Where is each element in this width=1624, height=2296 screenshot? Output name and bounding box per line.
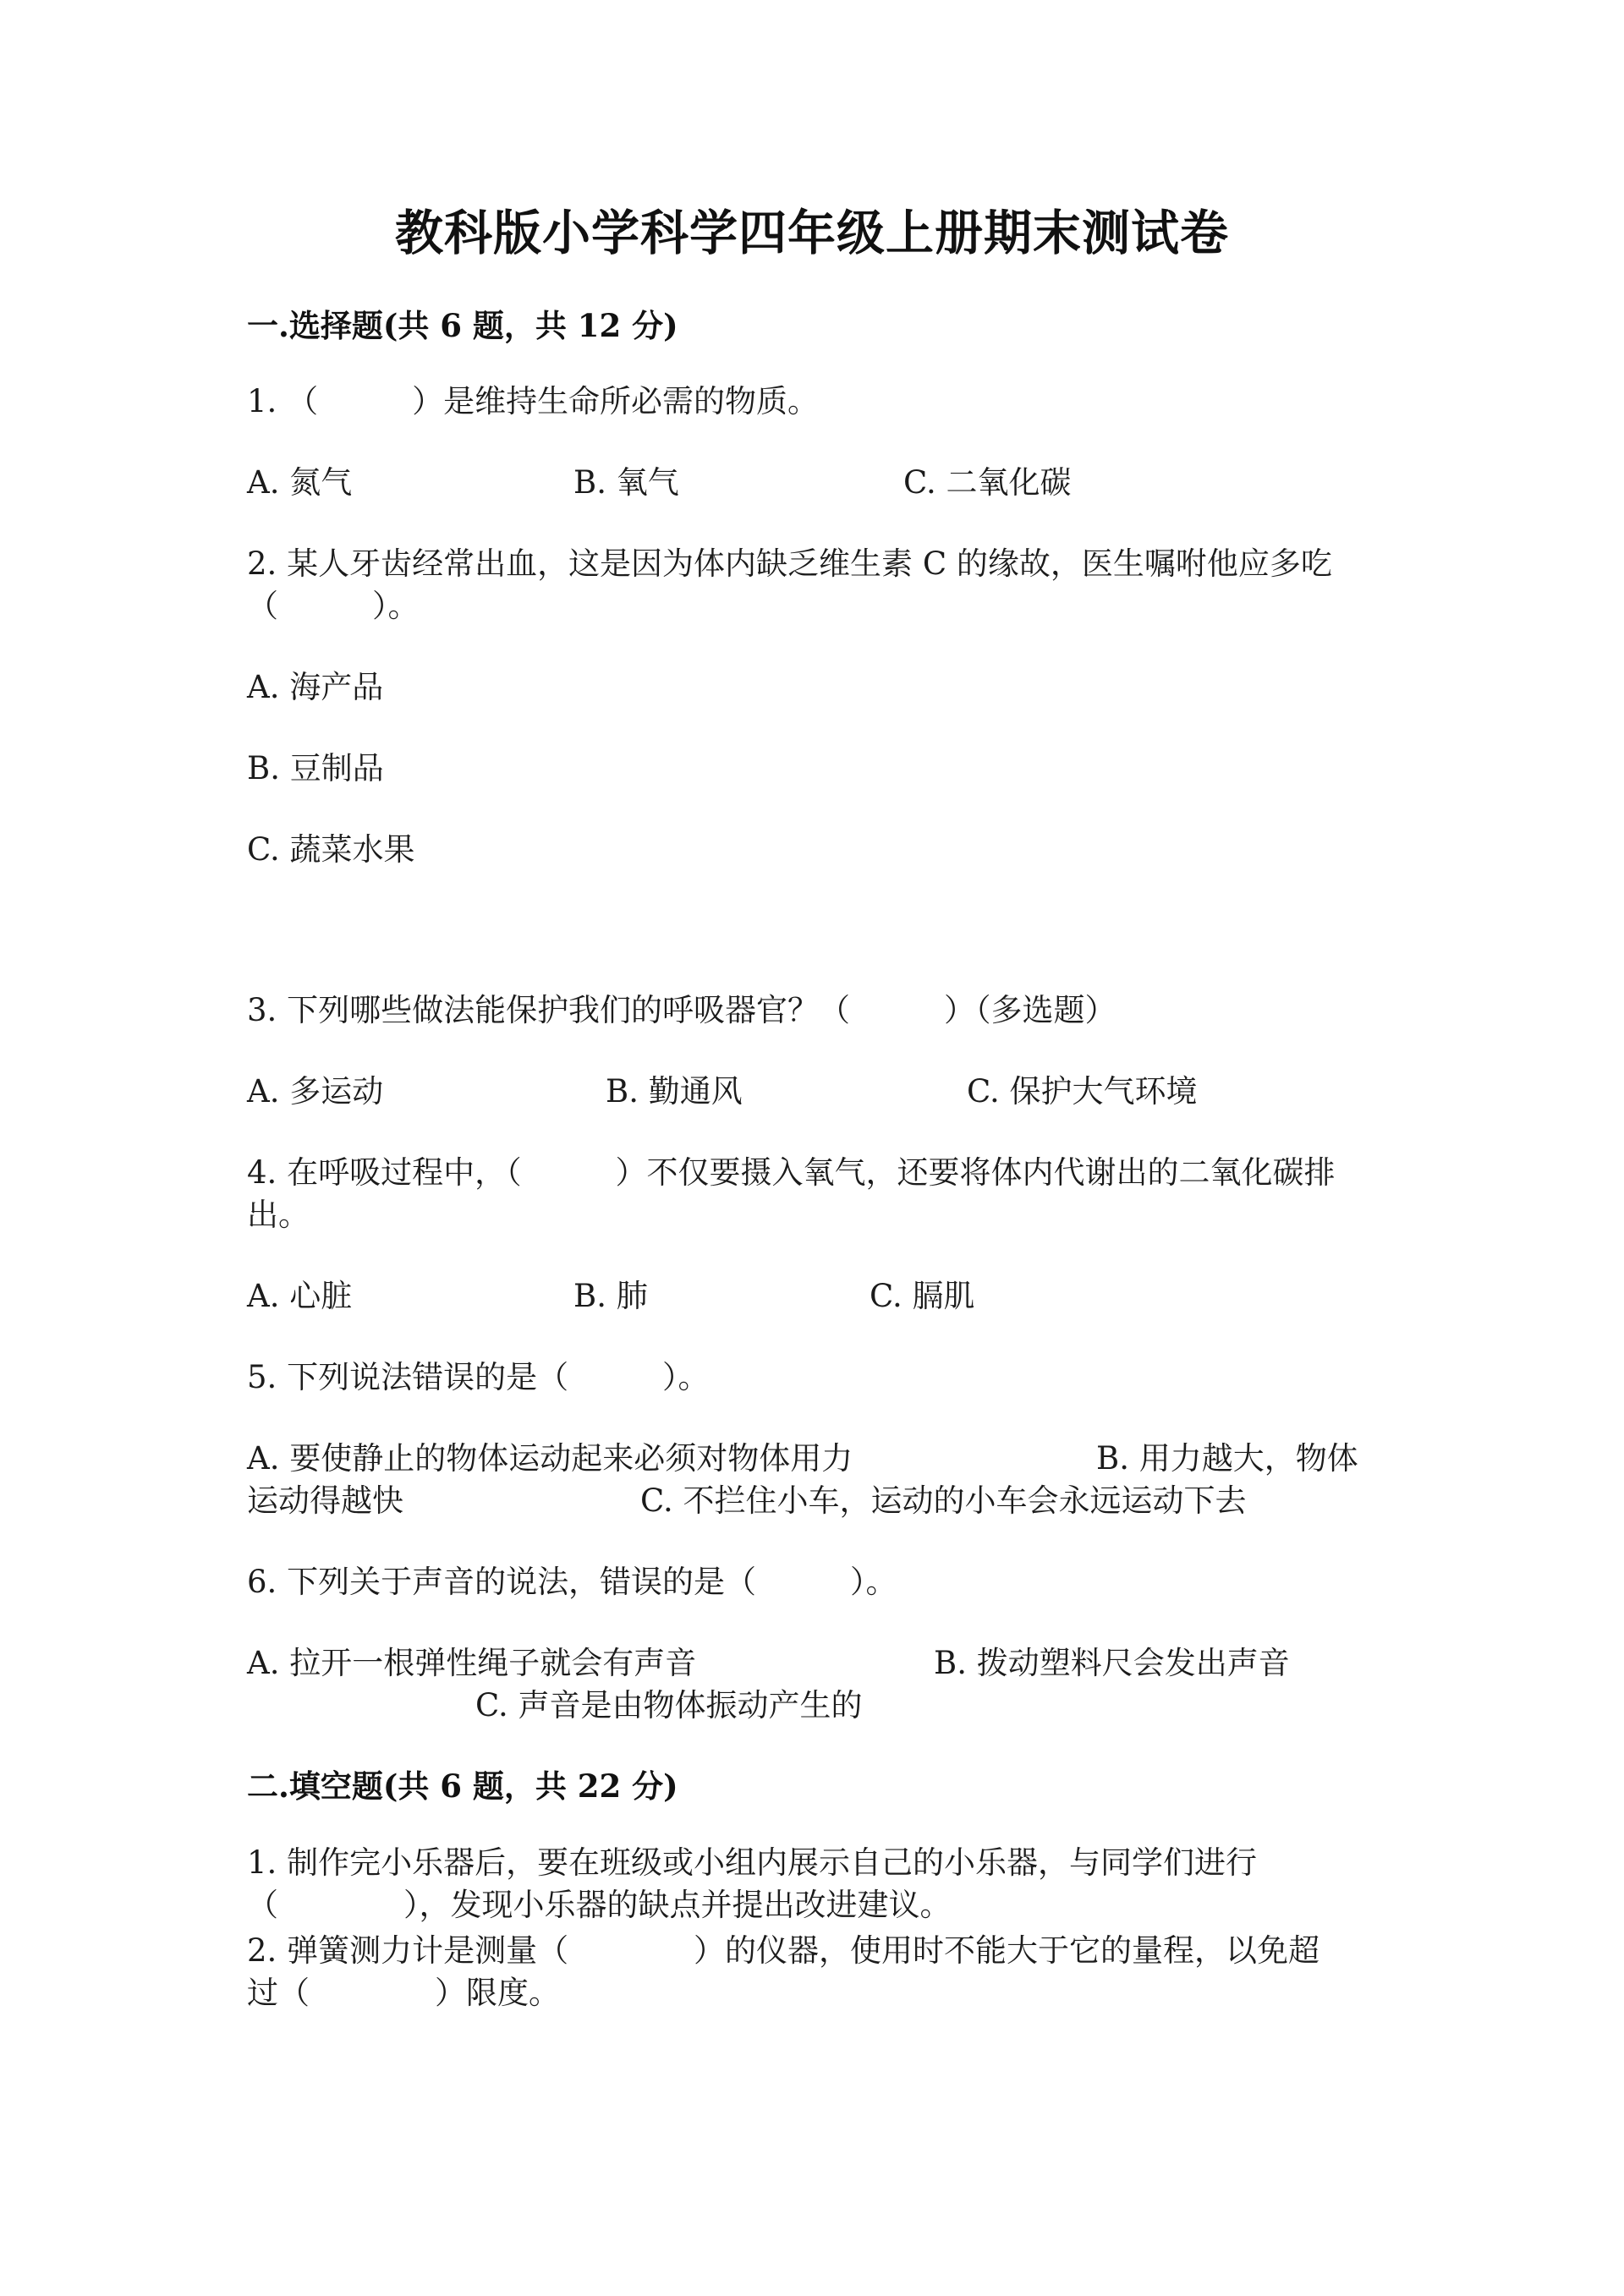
q3-option-b: B. 勤通风: [606, 1073, 743, 1110]
section-1-heading: 一.选择题(共 6 题，共 12 分): [247, 307, 678, 344]
section-2-heading: 二.填空题(共 6 题，共 22 分): [247, 1767, 678, 1805]
q6-option-a: A. 拉开一根弹性绳子就会有声音: [247, 1645, 697, 1681]
q5-option-c: C. 不拦住小车，运动的小车会永远运动下去: [640, 1482, 1247, 1519]
q4-stem-line1: 4. 在呼吸过程中，（ ）不仅要摄入氧气，还要将体内代谢出的二氧化碳排: [247, 1154, 1336, 1191]
q3-option-a: A. 多运动: [247, 1073, 384, 1110]
q6-stem: 6. 下列关于声音的说法，错误的是（ ）。: [247, 1564, 897, 1600]
q4-option-b: B. 肺: [573, 1278, 648, 1314]
q2-option-a: A. 海产品: [247, 669, 384, 705]
q5-option-a: A. 要使静止的物体运动起来必须对物体用力: [247, 1440, 853, 1477]
q2-option-c: C. 蔬菜水果: [247, 831, 415, 868]
q1-option-c: C. 二氧化碳: [903, 464, 1072, 501]
q1-option-b: B. 氧气: [573, 464, 679, 501]
q4-option-c: C. 膈肌: [870, 1278, 975, 1314]
q1-option-a: A. 氮气: [247, 464, 353, 501]
fill-q1-line1: 1. 制作完小乐器后，要在班级或小组内展示自己的小乐器，与同学们进行: [247, 1844, 1258, 1881]
q4-stem-line2: 出。: [247, 1197, 310, 1233]
q3-stem: 3. 下列哪些做法能保护我们的呼吸器官？（ ）（多选题）: [247, 992, 1116, 1028]
q6-option-c: C. 声音是由物体振动产生的: [475, 1687, 863, 1723]
q2-option-b: B. 豆制品: [247, 750, 384, 786]
q6-option-b: B. 拨动塑料尺会发出声音: [934, 1645, 1290, 1681]
exam-title: 教科版小学科学四年级上册期末测试卷: [395, 205, 1229, 261]
q5-option-b: B. 用力越大，物体: [1096, 1440, 1358, 1477]
q4-option-a: A. 心脏: [247, 1278, 353, 1314]
q5-stem: 5. 下列说法错误的是（ ）。: [247, 1359, 710, 1395]
fill-q2-line2: 过（ ）限度。: [247, 1975, 560, 2011]
q2-stem-line1: 2. 某人牙齿经常出血，这是因为体内缺乏维生素 C 的缘故，医生嘱咐他应多吃: [247, 545, 1332, 582]
q5-option-b-continued: 运动得越快: [247, 1482, 403, 1519]
fill-q2-line1: 2. 弹簧测力计是测量（ ）的仪器，使用时不能大于它的量程，以免超: [247, 1932, 1320, 1969]
q3-option-c: C. 保护大气环境: [967, 1073, 1198, 1110]
q2-stem-line2: （ ）。: [247, 588, 420, 624]
fill-q1-line2: （ ），发现小乐器的缺点并提出改进建议。: [247, 1887, 952, 1923]
q1-stem: 1. （ ）是维持生命所必需的物质。: [247, 383, 820, 419]
